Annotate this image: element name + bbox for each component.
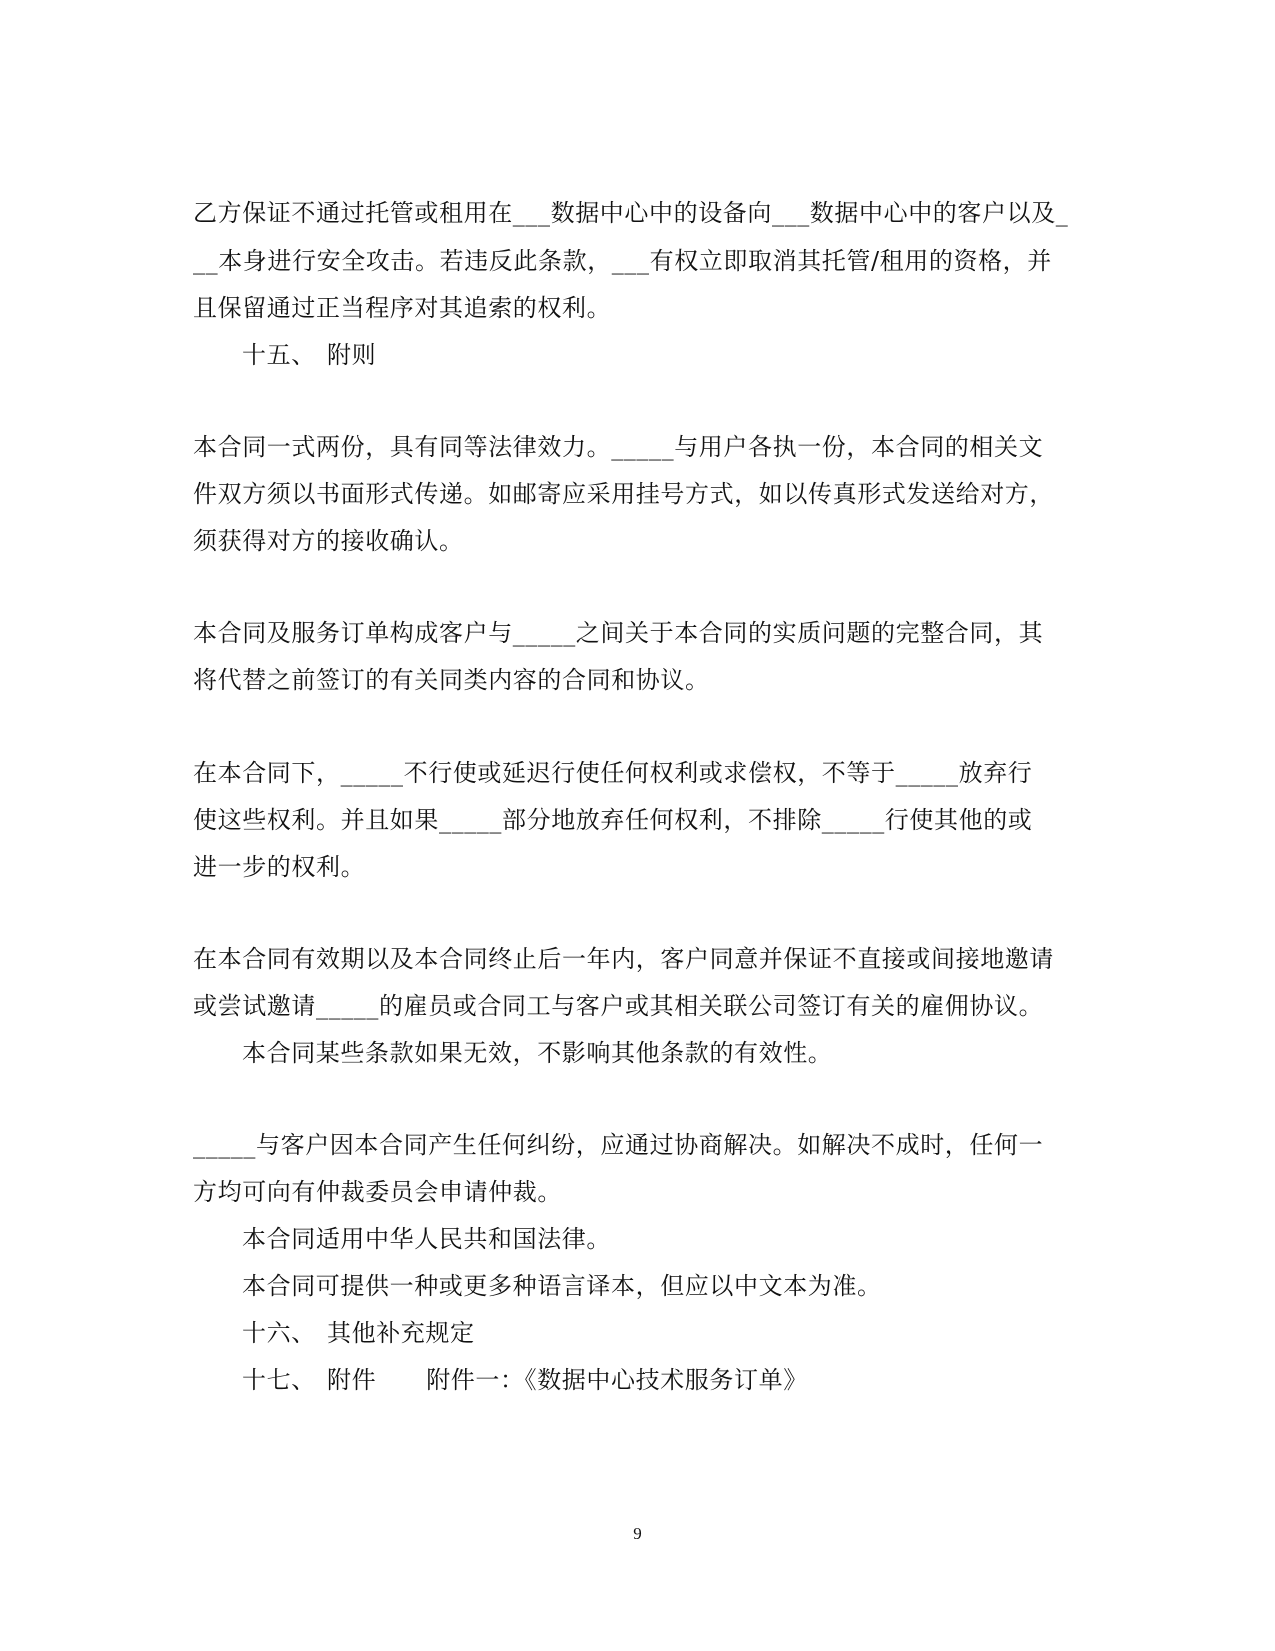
section-title: 附则 <box>327 341 377 369</box>
paragraph-line: 须获得对方的接收确认。 <box>193 527 464 555</box>
section-heading-16 <box>242 1318 475 1348</box>
paragraph-line: 方均可向有仲裁委员会申请仲裁。 <box>193 1178 562 1206</box>
paragraph-line: 本合同及服务订单构成客户与_____之间关于本合同的实质问题的完整合同，其 <box>193 619 1044 647</box>
section-number: 十七、 <box>242 1366 316 1394</box>
paragraph-line: _____与客户因本合同产生任何纠纷，应通过协商解决。如解决不成时，任何一 <box>193 1131 1044 1159</box>
paragraph-line: 或尝试邀请_____的雇员或合同工与客户或其相关联公司签订有关的雇佣协议。 <box>193 992 1044 1020</box>
section-title: 其他补充规定 <box>327 1319 475 1347</box>
paragraph-line: 在本合同下，_____不行使或延迟行使任何权利或求偿权，不等于_____放弃行 <box>193 759 1033 787</box>
paragraph-line: __本身进行安全攻击。若违反此条款，___有权立即取消其托管/租用的资格，并 <box>193 247 1052 275</box>
paragraph-line: 本合同适用中华人民共和国法律。 <box>242 1225 611 1253</box>
paragraph-line: 进一步的权利。 <box>193 853 366 881</box>
section-number: 十五、 <box>242 341 316 369</box>
section-heading-15 <box>242 340 376 370</box>
section-heading-17 <box>242 1365 808 1395</box>
paragraph-line: 在本合同有效期以及本合同终止后一年内，客户同意并保证不直接或间接地邀请 <box>193 945 1054 973</box>
paragraph-line: 将代替之前签订的有关同类内容的合同和协议。 <box>193 666 710 694</box>
paragraph-line: 且保留通过正当程序对其追索的权利。 <box>193 294 612 322</box>
attachment-reference: 附件一：《数据中心技术服务订单》 <box>426 1366 808 1394</box>
paragraph-line: 本合同一式两份，具有同等法律效力。_____与用户各执一份，本合同的相关文 <box>193 433 1044 461</box>
paragraph-line: 乙方保证不通过托管或租用在___数据中心中的设备向___数据中心中的客户以及_ <box>193 199 1069 227</box>
section-title: 附件 <box>327 1366 377 1394</box>
page-number: 9 <box>633 1524 642 1543</box>
paragraph-line: 件双方须以书面形式传递。如邮寄应采用挂号方式，如以传真形式发送给对方， <box>193 480 1054 508</box>
paragraph-line: 使这些权利。并且如果_____部分地放弃任何权利，不排除_____行使其他的或 <box>193 806 1033 834</box>
section-number: 十六、 <box>242 1319 316 1347</box>
paragraph-line: 本合同某些条款如果无效，不影响其他条款的有效性。 <box>242 1039 833 1067</box>
paragraph-line: 本合同可提供一种或更多种语言译本，但应以中文本为准。 <box>242 1272 882 1300</box>
